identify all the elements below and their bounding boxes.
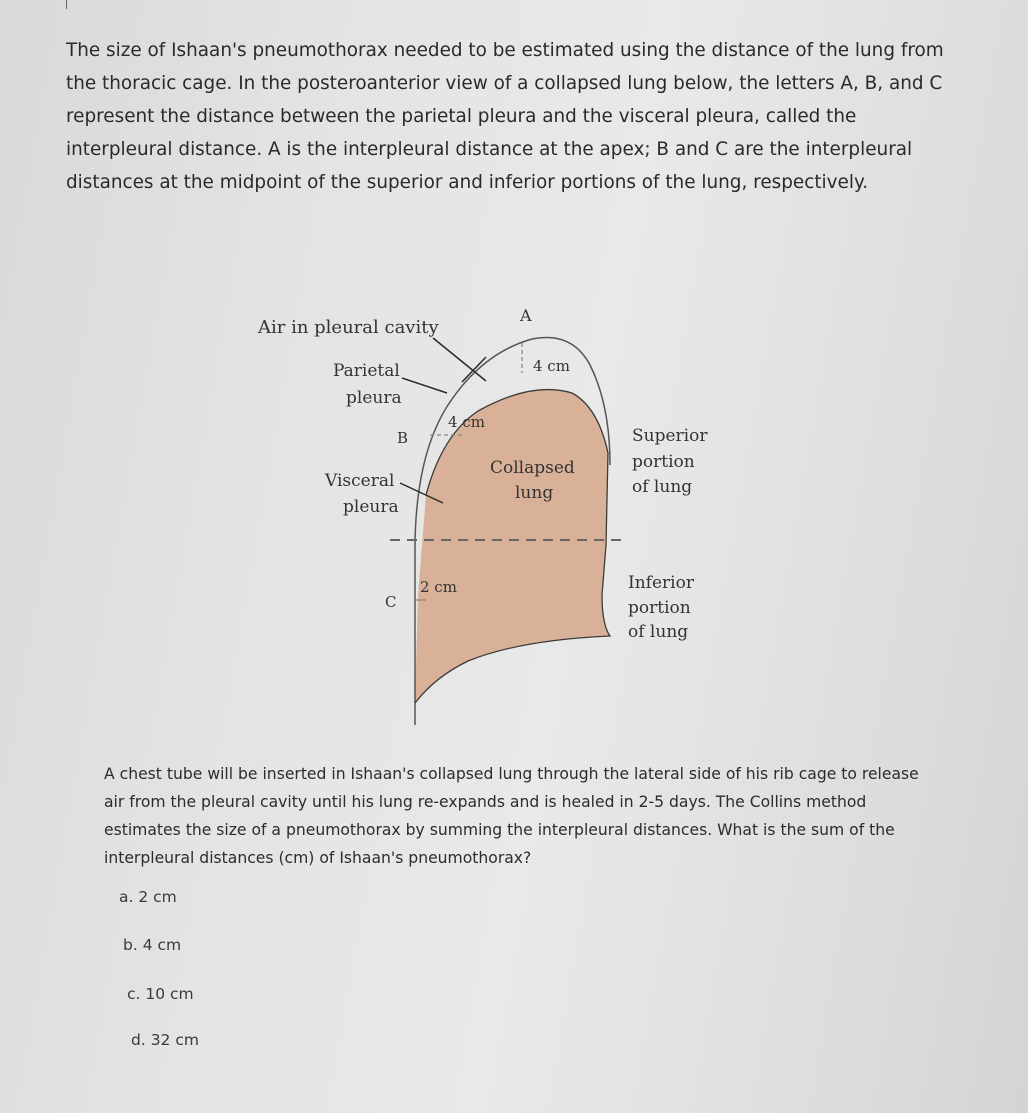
inferior-label-line1: Inferior (628, 573, 694, 593)
lung-diagram-svg (250, 295, 730, 735)
top-edge-mark (66, 0, 67, 9)
intro-paragraph: The size of Ishaan's pneumothorax needed to be estimated using the distance of the lung from the thoracic cage. In the posteroanterior view of a collapsed lung below, the letters A, B, and C represent the distance between the parietal pleura and the visceral pleura, called the interpleural distance. A is the interpleural distance at the apex; B and C are the interpleural distances at the midpoint of the superior and inferior portions of the lung, respectively. (66, 40, 944, 193)
inferior-label-line2: portion (628, 598, 691, 618)
question-paragraph: A chest tube will be inserted in Ishaan's collapsed lung through the lateral side of his rib cage to release air from the pleural cavity until his lung re-expands and is healed in 2-5 days. The Collins method estimates the size of a pneumothorax by summing the interpleural distances. What is the sum of the interpleural distances (cm) of Ishaan's pneumothorax? (104, 765, 919, 867)
superior-label-line2: portion (632, 452, 695, 472)
parietal-callout (402, 378, 447, 393)
letter-a-label: A (520, 306, 532, 325)
lung-diagram (250, 295, 730, 735)
distance-b-label: 4 cm (448, 413, 485, 431)
collapsed-lung-label-line2: lung (515, 483, 554, 503)
parietal-label-line1: Parietal (333, 361, 400, 381)
answer-option-c[interactable]: c. 10 cm (127, 985, 194, 1003)
answer-option-a[interactable]: a. 2 cm (119, 888, 177, 906)
distance-c-label: 2 cm (420, 578, 457, 596)
collapsed-lung-label-line1: Collapsed (490, 458, 575, 478)
superior-label-line1: Superior (632, 426, 708, 446)
visceral-label-line2: pleura (343, 497, 399, 517)
air-pleural-cavity-label: Air in pleural cavity (258, 317, 439, 338)
distance-a-label: 4 cm (533, 357, 570, 375)
answer-option-b[interactable]: b. 4 cm (123, 936, 182, 954)
letter-c-label: C (385, 593, 397, 611)
letter-b-label: B (397, 429, 409, 447)
superior-label-line3: of lung (632, 477, 693, 497)
inferior-label-line3: of lung (628, 622, 689, 642)
parietal-label-line2: pleura (346, 388, 402, 408)
collapsed-lung-shape (415, 390, 610, 703)
air-callout-x1 (433, 338, 486, 381)
answer-option-d[interactable]: d. 32 cm (131, 1031, 199, 1049)
visceral-label-line1: Visceral (325, 471, 395, 491)
